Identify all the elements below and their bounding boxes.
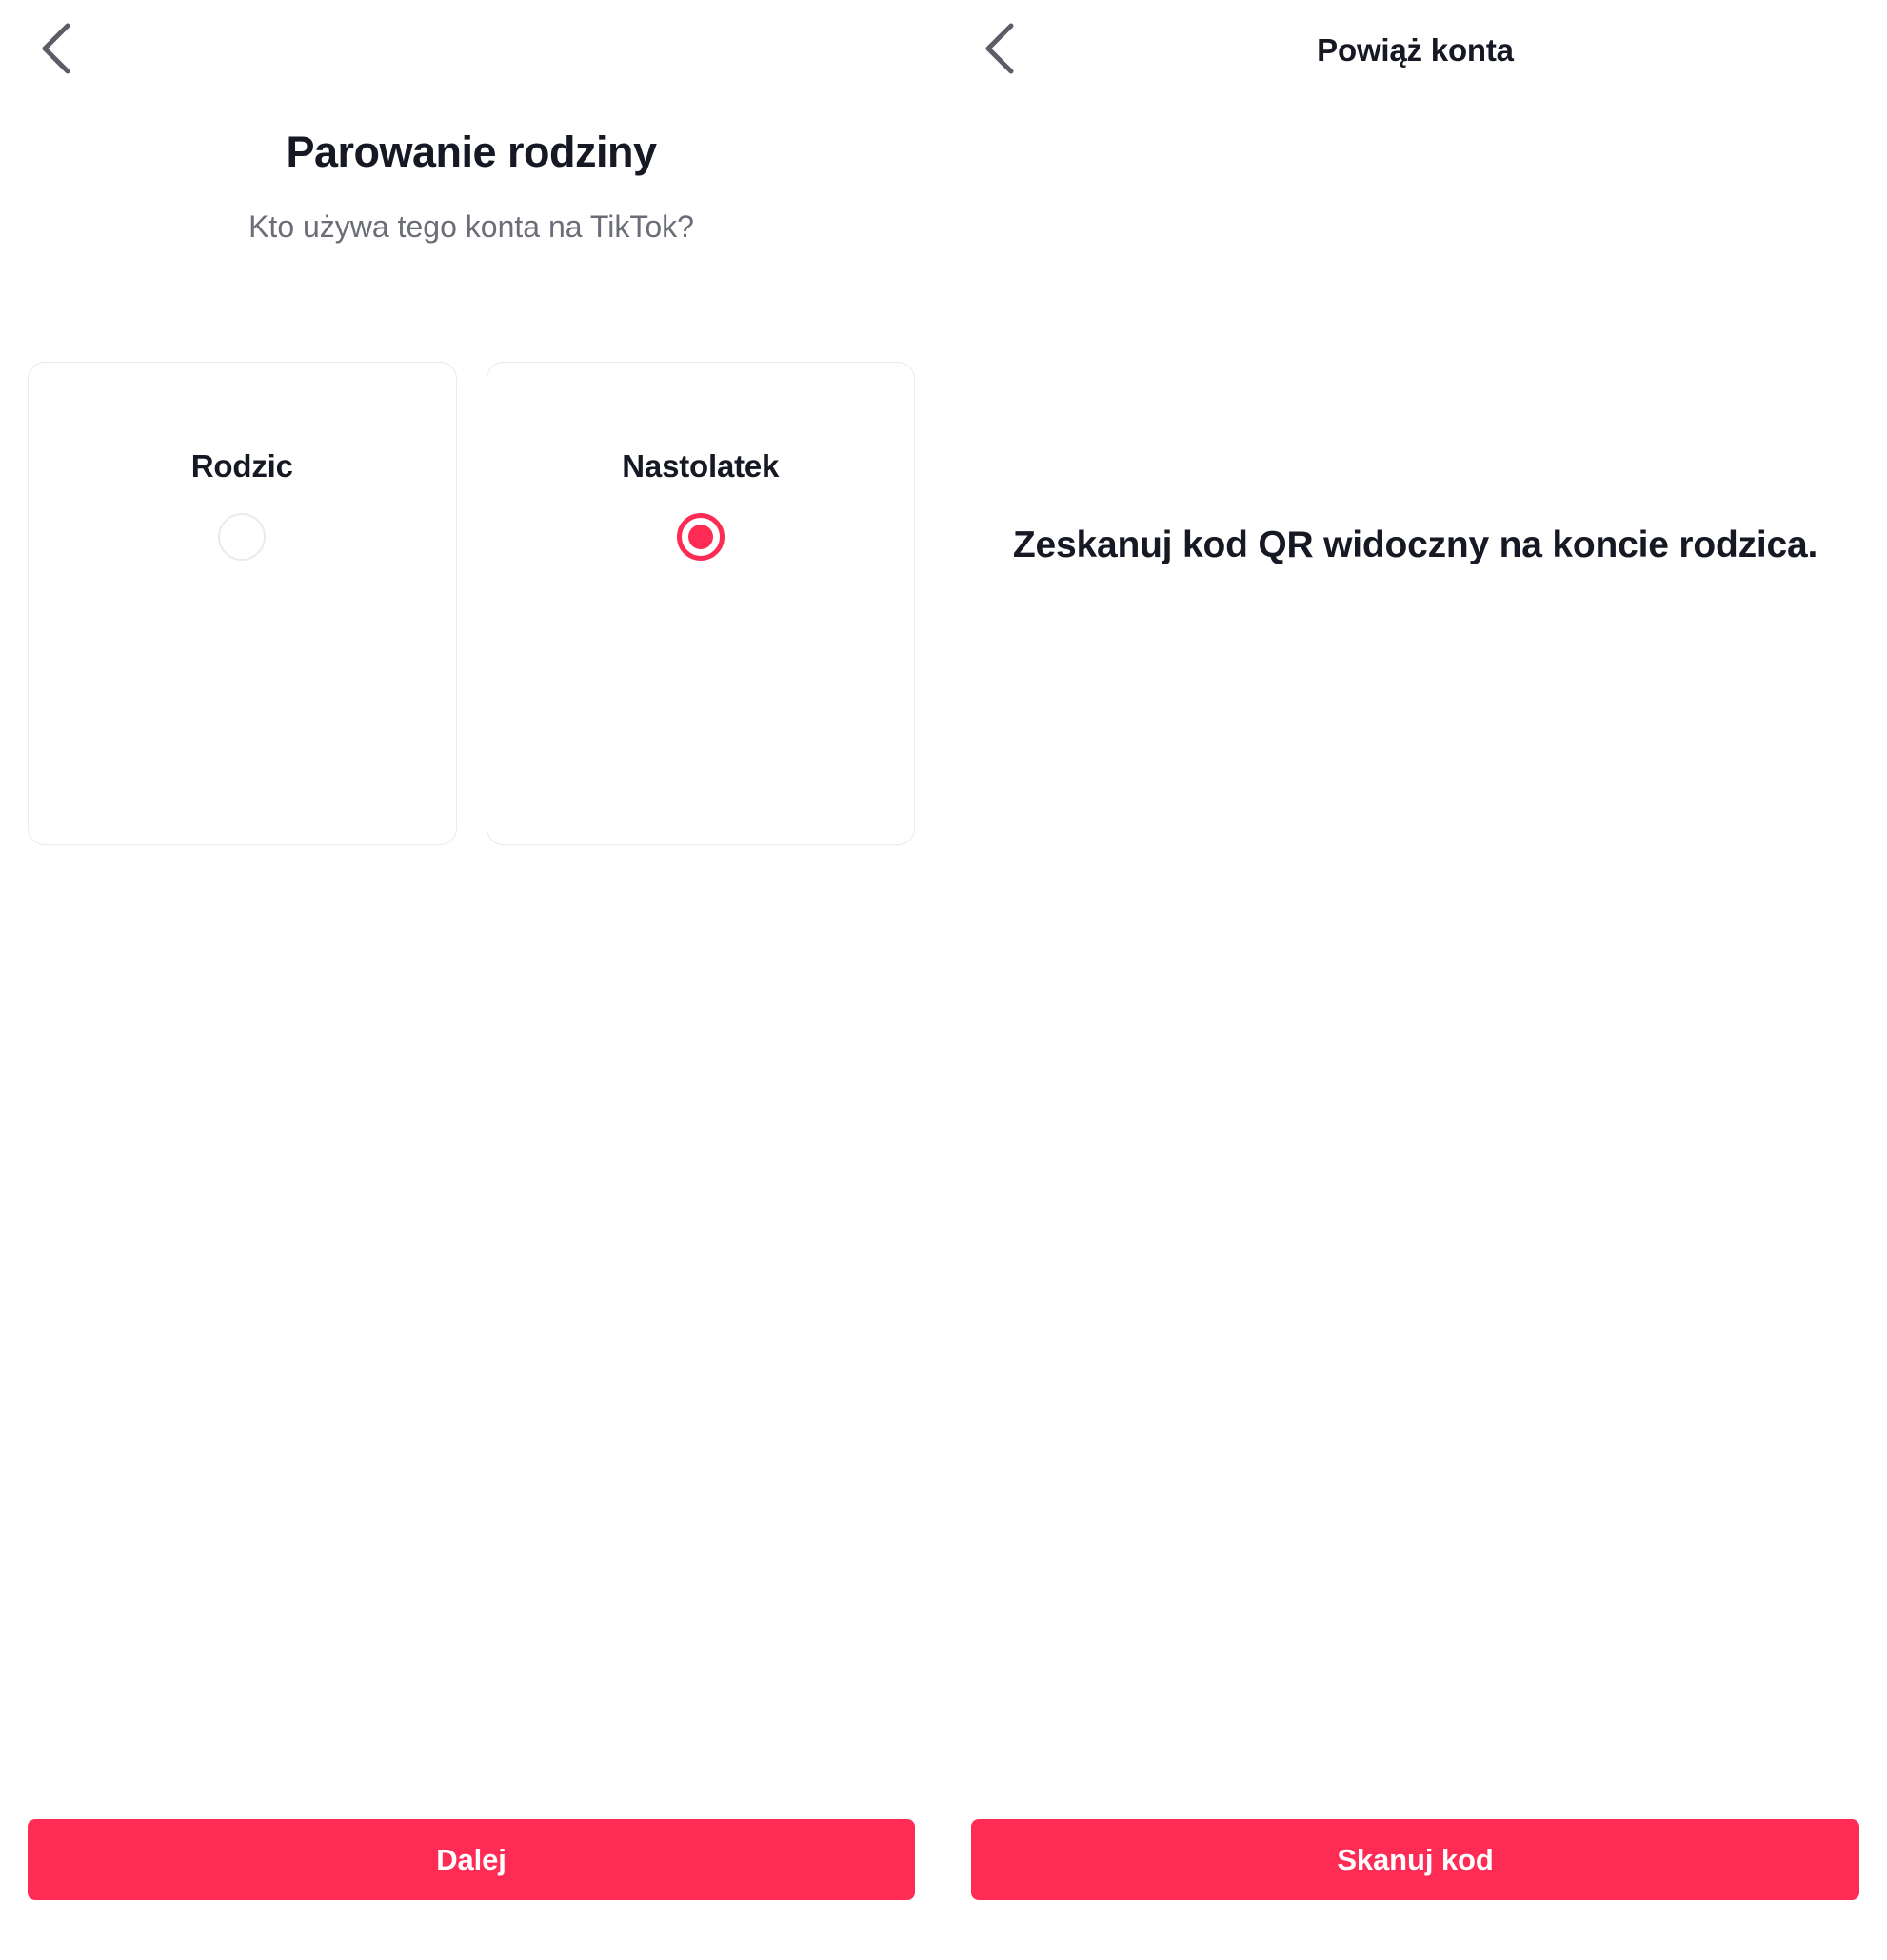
right-top-bar: [944, 0, 1887, 100]
right-header-title: Powiąż konta: [1317, 31, 1514, 68]
role-radio-parent[interactable]: [218, 513, 266, 561]
next-button[interactable]: Dalej: [28, 1819, 915, 1900]
link-accounts-screen: [944, 0, 1887, 1960]
page-title: Parowanie rodziny: [286, 128, 657, 176]
role-card-teen-label: Nastolatek: [622, 447, 780, 484]
role-card-parent[interactable]: [28, 362, 457, 845]
left-header-title: [0, 0, 943, 100]
left-top-bar: [0, 0, 943, 100]
role-card-teen[interactable]: [487, 362, 916, 845]
scan-code-button[interactable]: Skanuj kod: [971, 1819, 1859, 1900]
role-radio-teen[interactable]: [677, 513, 725, 561]
role-card-parent-label: Rodzic: [190, 447, 293, 484]
page-subtitle: Kto używa tego konta na TikTok?: [248, 209, 694, 244]
role-options: [0, 362, 943, 845]
scan-instruction: Zeskanuj kod QR widoczny na koncie rodzica.: [1012, 525, 1818, 565]
